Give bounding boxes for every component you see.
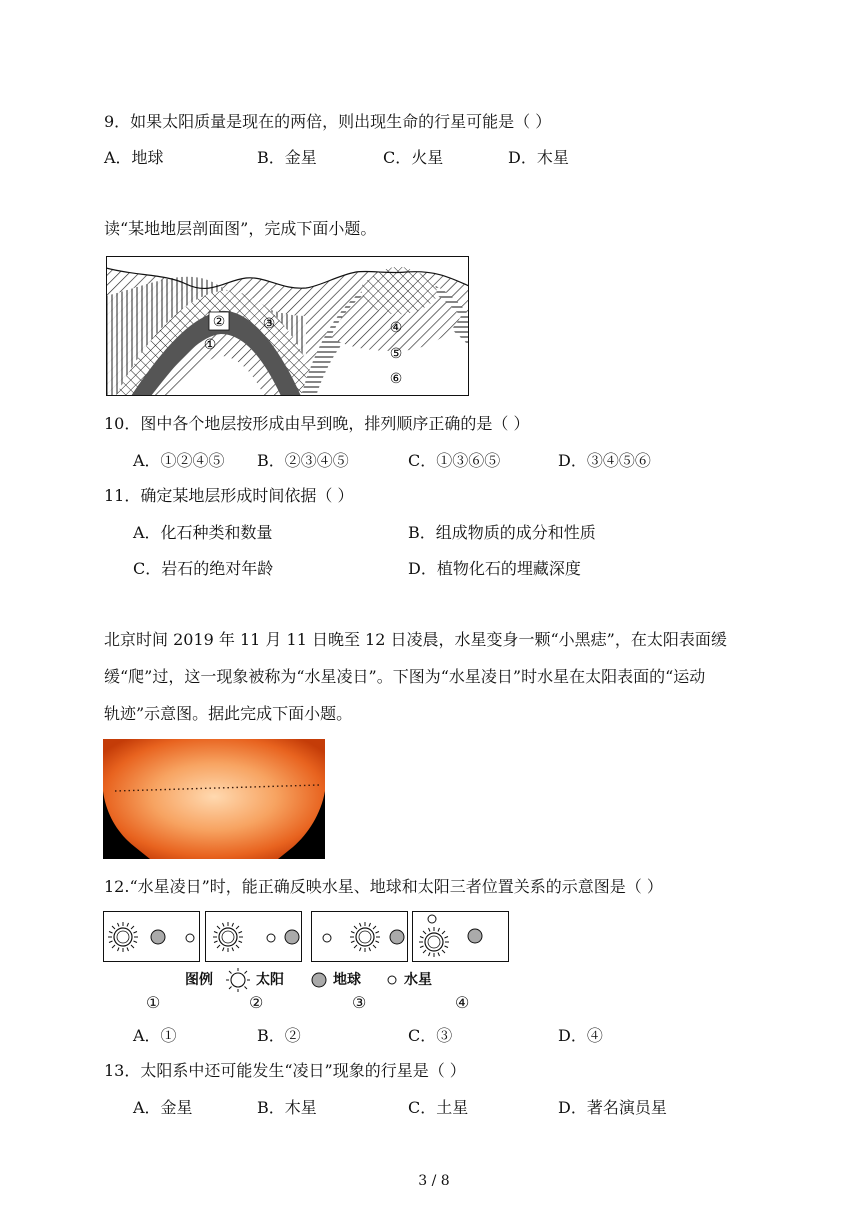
mercury-transit-intro-line1: 北京时间 2019 年 11 月 11 日晚至 12 日凌晨，水星变身一颗“小黑痣”，在太阳表面缓 <box>104 630 727 649</box>
strata-cross-section-diagram <box>106 256 469 396</box>
q9-option-a: A．地球 <box>104 148 164 167</box>
q12-option-d: D．④ <box>558 1026 603 1045</box>
q13-option-a: A．金星 <box>133 1098 193 1117</box>
panel-label-4: ④ <box>455 993 470 1012</box>
q13-option-d: D．著名演员星 <box>558 1098 667 1117</box>
q12-option-c: C．③ <box>408 1026 453 1045</box>
panel-label-1: ① <box>146 993 161 1012</box>
mercury-transit-intro-line3: 轨迹”示意图。据此完成下面小题。 <box>104 704 353 723</box>
q13-stem: 13．太阳系中还可能发生“凌日”现象的行星是（ ） <box>104 1061 466 1080</box>
q11-option-c: C．岩石的绝对年龄 <box>133 559 274 578</box>
strata-label-6: ⑥ <box>389 371 403 387</box>
q9-option-c: C．火星 <box>383 148 444 167</box>
legend-earth-label: 地球 <box>333 972 361 988</box>
mercury-transit-intro-line2: 缓“爬”过，这一现象被称为“水星凌日”。下图为“水星凌日”时水星在太阳表面的“运动 <box>104 667 706 686</box>
q11-option-a: A．化石种类和数量 <box>133 523 273 542</box>
q10-option-b: B．②③④⑤ <box>257 451 349 470</box>
q11-option-b: B．组成物质的成分和性质 <box>408 523 596 542</box>
q12-stem: 12.“水星凌日”时，能正确反映水星、地球和太阳三者位置关系的示意图是（ ） <box>104 877 663 896</box>
legend-title: 图例 <box>185 972 213 988</box>
legend-mercury-label: 水星 <box>404 972 432 988</box>
strata-label-4: ④ <box>389 320 403 336</box>
strata-label-3: ③ <box>262 316 276 332</box>
q10-stem: 10．图中各个地层按形成由早到晚，排列顺序正确的是（ ） <box>104 414 530 433</box>
legend-sun-label: 太阳 <box>256 972 284 988</box>
panel-label-3: ③ <box>352 993 367 1012</box>
q9-stem: 9．如果太阳质量是现在的两倍，则出现生命的行星可能是（ ） <box>104 112 552 131</box>
legend-sun-icon <box>224 966 252 994</box>
q10-option-a: A．①②④⑤ <box>133 451 225 470</box>
q10-option-c: C．①③⑥⑤ <box>408 451 501 470</box>
q10-option-d: D．③④⑤⑥ <box>558 451 651 470</box>
q12-option-b: B．② <box>257 1026 301 1045</box>
q13-option-c: C．土星 <box>408 1098 469 1117</box>
q12-option-a: A．① <box>133 1026 177 1045</box>
legend-earth-icon <box>310 971 328 989</box>
q11-option-d: D．植物化石的埋藏深度 <box>408 559 581 578</box>
strata-label-2: ② <box>212 314 226 330</box>
legend-mercury-icon <box>386 974 398 986</box>
mercury-transit-sun-photo <box>103 739 325 859</box>
page-number: 3 / 8 <box>418 1173 450 1189</box>
q9-option-d: D．木星 <box>508 148 569 167</box>
q9-option-b: B．金星 <box>257 148 317 167</box>
strata-label-1: ① <box>203 337 217 353</box>
strata-label-5: ⑤ <box>389 346 403 362</box>
q13-option-b: B．木星 <box>257 1098 317 1117</box>
q11-stem: 11．确定某地层形成时间依据（ ） <box>104 486 354 505</box>
q12-position-panels <box>103 911 509 963</box>
strata-intro: 读“某地地层剖面图”，完成下面小题。 <box>104 219 377 238</box>
panel-label-2: ② <box>249 993 264 1012</box>
